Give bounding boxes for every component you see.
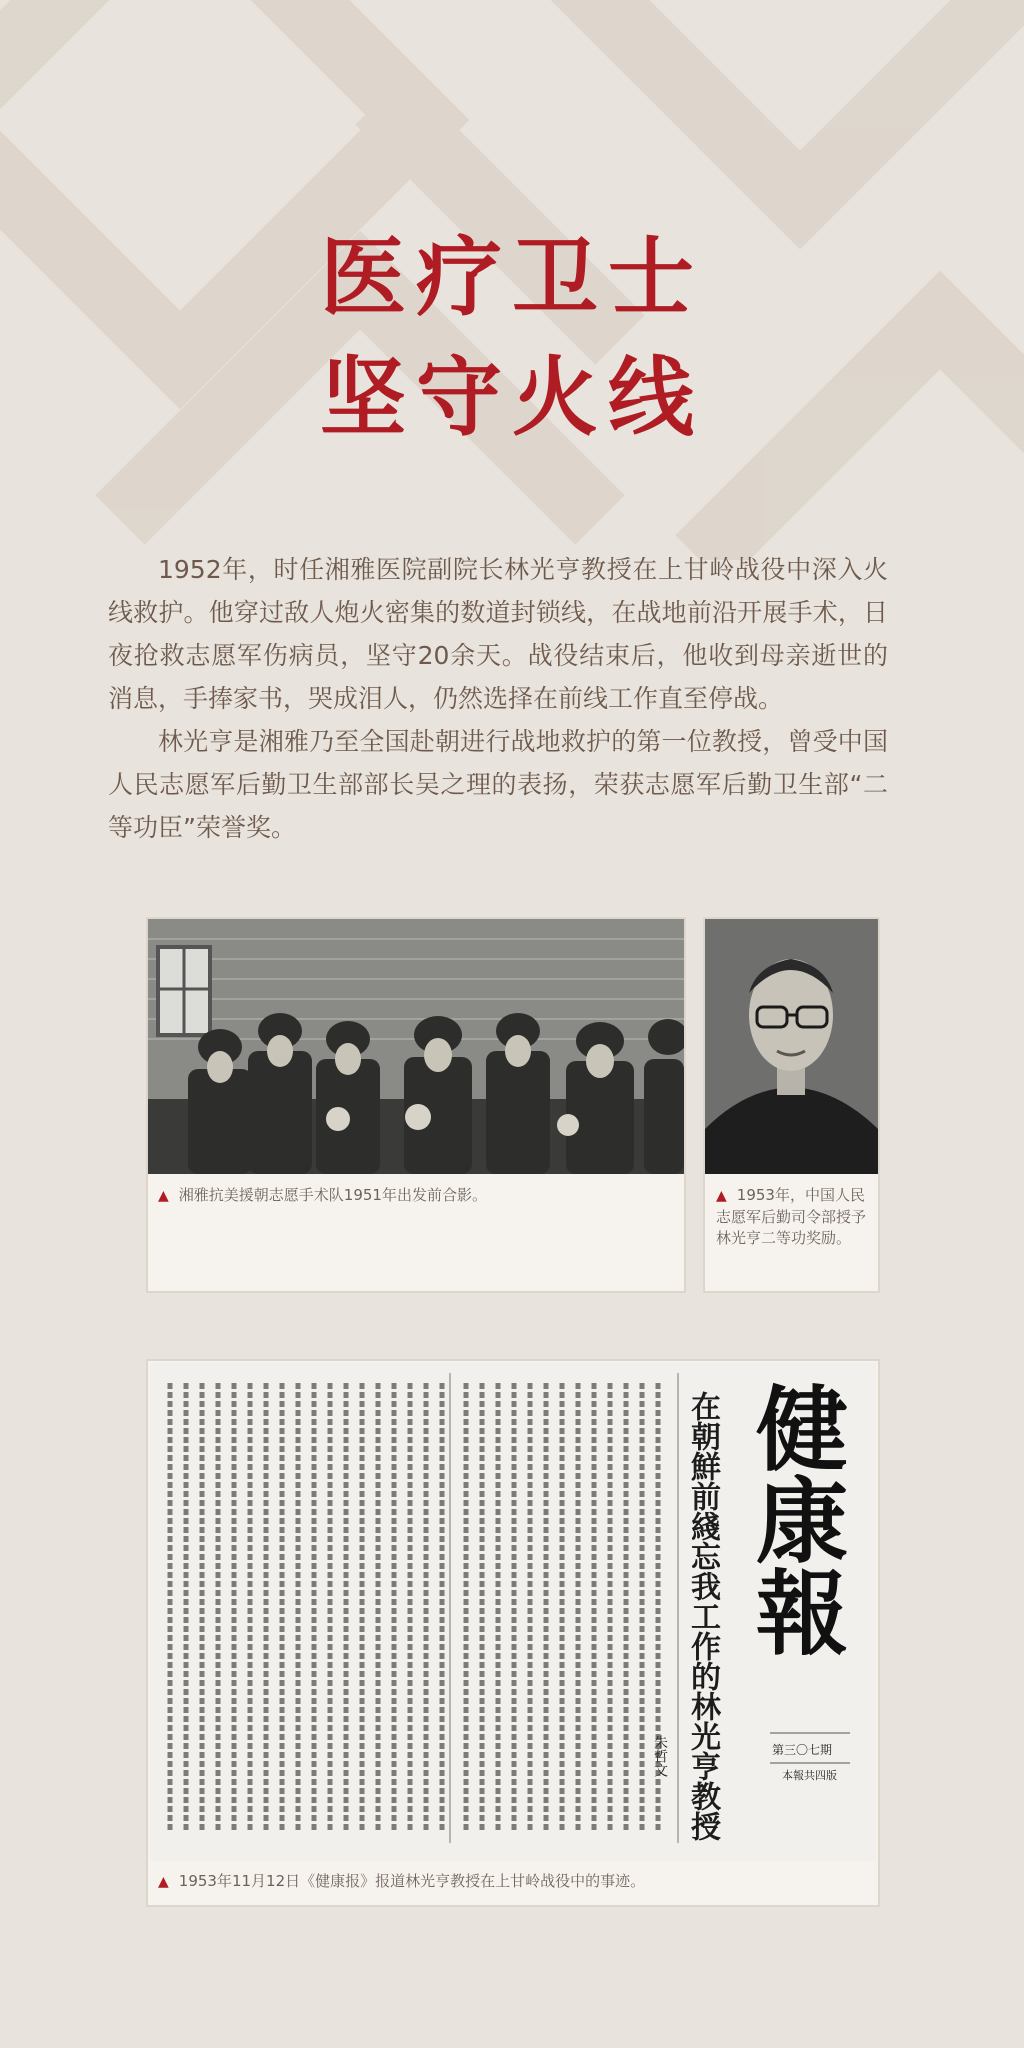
intro-text: [108, 548, 888, 849]
group-photo-image: [148, 919, 684, 1174]
page-title-line-2: 坚守火线: [320, 348, 704, 448]
portrait-caption: ▲ 1953年，中国人民志愿军后勤司令部授予林光亨二等功奖励。: [716, 1186, 867, 1247]
newspaper-issue-sub: 本報共四版: [782, 1769, 837, 1782]
caption-marker-icon: ▲: [158, 1188, 169, 1204]
newspaper-caption: ▲ 1953年11月12日《健康报》报道林光亨教授在上甘岭战役中的事迹。: [158, 1872, 646, 1890]
caption-marker-icon: ▲: [716, 1188, 727, 1204]
portrait-photo: [705, 919, 878, 1174]
portrait-image: [705, 919, 878, 1174]
paragraph-2: 林光亨是湘雅乃至全国赴朝进行战地救护的第一位教授，曾受中国人民志愿军后勤卫生部部长吴之理的表扬，荣获志愿军后勤卫生部“二等功臣”荣誉奖。: [108, 727, 888, 842]
group-photo-caption: ▲ 湘雅抗美援朝志愿手术队1951年出发前合影。: [158, 1186, 487, 1204]
paragraph-1: 1952年，时任湘雅医院副院长林光亨教授在上甘岭战役中深入火线救护。他穿过敌人炮火密集的数道封锁线，在战地前沿开展手术，日夜抢救志愿军伤病员，坚守20余天。战役结束后，他收到母亲逝世的消息，手捧家书，哭成泪人，仍然选择在前线工作直至停战。: [108, 555, 888, 713]
newspaper-headline: 在朝鮮前綫忘我工作的林光亨教授: [685, 1391, 720, 1841]
newspaper-clipping: [150, 1363, 876, 1861]
newspaper-masthead: 健康報: [741, 1381, 849, 1657]
group-photo: [148, 919, 684, 1174]
page-title-line-1: 医疗卫士: [320, 228, 704, 328]
caption-marker-icon: ▲: [158, 1874, 169, 1890]
newspaper-byline: 朱哲文: [652, 1735, 668, 1777]
newspaper-issue: 第三〇七期: [772, 1743, 833, 1757]
